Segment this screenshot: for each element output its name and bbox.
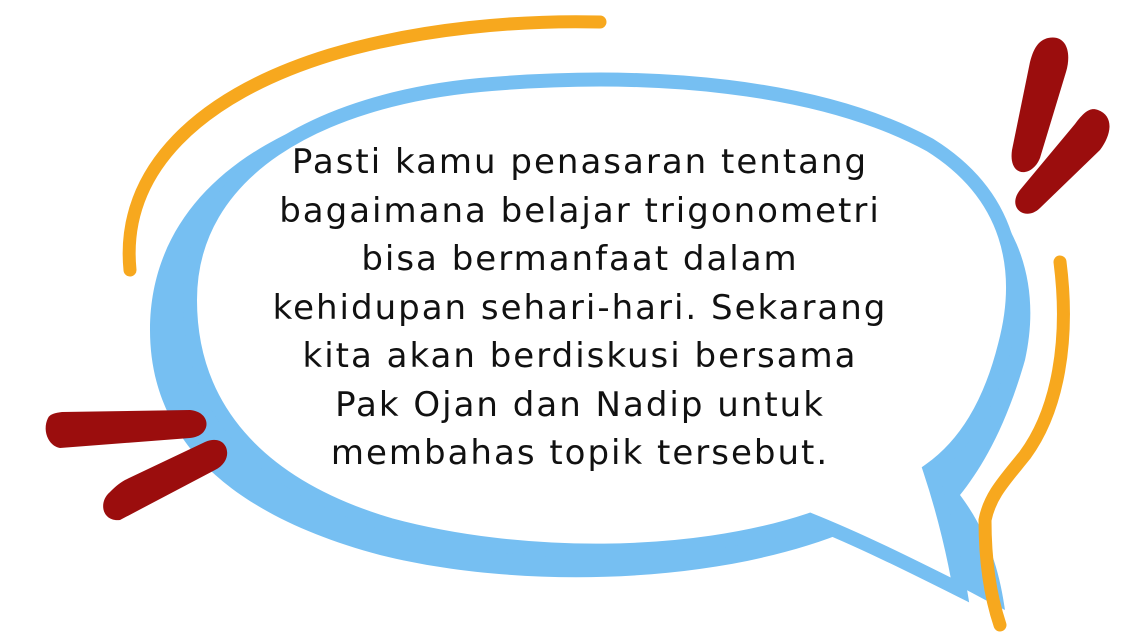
message-line: bagaimana belajar trigonometri — [279, 190, 881, 231]
red-accent-mark-bottom-left-1 — [46, 410, 207, 448]
message-line: Pak Ojan dan Nadip untuk — [335, 384, 825, 425]
message-line: kita akan berdiskusi bersama — [302, 336, 858, 376]
speech-bubble-text — [220, 138, 940, 478]
message-line: bisa bermanfaat dalam — [361, 239, 799, 279]
message-line: kehidupan sehari-hari. Sekarang — [272, 287, 888, 328]
message-line: Pasti kamu penasaran tentang — [291, 142, 869, 182]
message-line: membahas topik tersebut. — [330, 433, 830, 473]
red-accent-mark-bottom-left-2 — [103, 440, 227, 520]
